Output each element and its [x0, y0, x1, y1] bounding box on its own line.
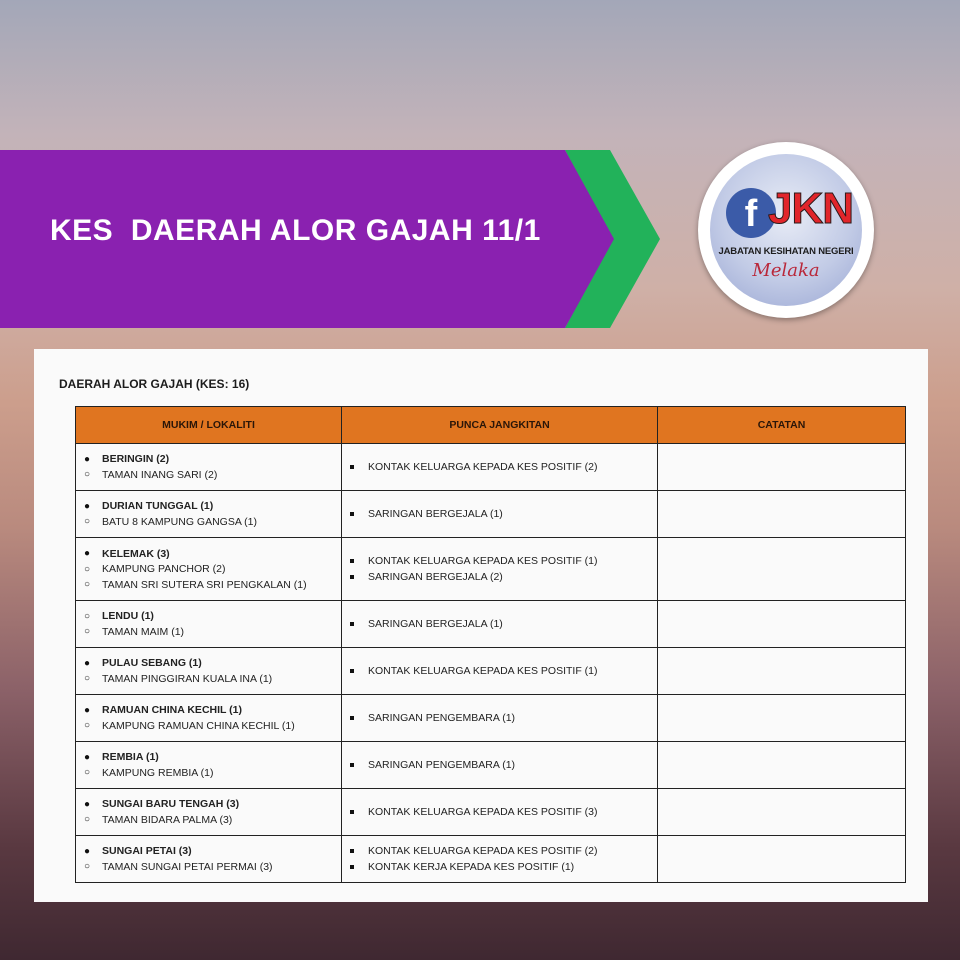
table-header-row: [76, 407, 906, 444]
source-text: KONTAK KELUARGA KEPADA KES POSITIF (1): [368, 555, 598, 568]
notes-cell: [658, 601, 906, 648]
table-row: [76, 648, 906, 695]
bullet-icon: ●: [84, 751, 91, 763]
locality-cell: [76, 491, 342, 538]
table-row: [76, 444, 906, 491]
mukim-name: SUNGAI BARU TENGAH (3): [102, 798, 240, 811]
case-table: [75, 406, 906, 883]
notes-cell: [658, 742, 906, 789]
circle-bullet-icon: ○: [84, 767, 91, 779]
square-bullet-icon: [350, 716, 368, 720]
source-text: KONTAK KELUARGA KEPADA KES POSITIF (1): [368, 665, 598, 677]
notes-cell: [658, 836, 906, 883]
source-cell: [342, 538, 658, 601]
table-row: [76, 538, 906, 601]
bullet-icon: ●: [84, 548, 91, 559]
locality-name: TAMAN SUNGAI PETAI PERMAI (3): [102, 860, 273, 873]
source-cell: [342, 695, 658, 742]
source-cell: [342, 742, 658, 789]
circle-bullet-icon: ○: [84, 469, 91, 481]
mukim-name: LENDU (1): [102, 610, 154, 623]
bullet-icon: ●: [84, 845, 91, 857]
locality-cell: [76, 789, 342, 836]
logo-org-name: JABATAN KESIHATAN NEGERI: [718, 246, 854, 257]
facebook-icon: f: [726, 188, 776, 238]
case-document: [34, 349, 928, 902]
notes-cell: [658, 444, 906, 491]
source-cell: [342, 601, 658, 648]
square-bullet-icon: [350, 849, 368, 853]
source-cell: [342, 836, 658, 883]
source-text: KONTAK KELUARGA KEPADA KES POSITIF (3): [368, 806, 598, 818]
locality-cell: [76, 695, 342, 742]
mukim-name: DURIAN TUNGGAL (1): [102, 500, 214, 513]
source-text: SARINGAN BERGEJALA (2): [368, 570, 503, 583]
locality-name: KAMPUNG PANCHOR (2): [102, 563, 226, 575]
locality-name: KAMPUNG REMBIA (1): [102, 766, 214, 779]
banner-title: KES DAERAH ALOR GAJAH 11/1: [50, 214, 541, 247]
circle-bullet-icon: ○: [84, 814, 91, 826]
locality-name: TAMAN BIDARA PALMA (3): [102, 813, 233, 826]
locality-name: TAMAN SRI SUTERA SRI PENGKALAN (1): [102, 578, 307, 591]
square-bullet-icon: [350, 763, 368, 767]
table-row: [76, 491, 906, 538]
locality-name: KAMPUNG RAMUAN CHINA KECHIL (1): [102, 719, 295, 732]
locality-cell: [76, 538, 342, 601]
source-text: KONTAK KELUARGA KEPADA KES POSITIF (2): [368, 845, 598, 858]
source-cell: [342, 789, 658, 836]
mukim-name: RAMUAN CHINA KECHIL (1): [102, 704, 242, 717]
square-bullet-icon: [350, 575, 368, 579]
source-text: SARINGAN PENGEMBARA (1): [368, 759, 516, 771]
locality-cell: [76, 444, 342, 491]
locality-name: TAMAN MAIM (1): [102, 625, 185, 638]
source-text: SARINGAN BERGEJALA (1): [368, 508, 503, 520]
notes-cell: [658, 789, 906, 836]
circle-bullet-icon: ○: [84, 626, 91, 638]
bullet-icon: ●: [84, 704, 91, 716]
source-text: SARINGAN PENGEMBARA (1): [368, 712, 516, 724]
logo-mark: JKN: [768, 184, 854, 233]
bullet-icon: ●: [84, 453, 91, 465]
mukim-name: REMBIA (1): [102, 751, 159, 764]
column-header-source: PUNCA JANGKITAN: [342, 407, 658, 444]
locality-cell: [76, 648, 342, 695]
title-banner: [0, 150, 660, 328]
document-heading: DAERAH ALOR GAJAH (KES: 16): [59, 377, 250, 391]
jkn-logo: [698, 142, 874, 318]
mukim-name: SUNGAI PETAI (3): [102, 845, 192, 858]
circle-bullet-icon: ○: [84, 673, 91, 685]
circle-bullet-icon: ○: [84, 563, 91, 575]
square-bullet-icon: [350, 559, 368, 563]
locality-name: TAMAN INANG SARI (2): [102, 468, 218, 481]
square-bullet-icon: [350, 865, 368, 869]
circle-bullet-icon: ○: [84, 516, 91, 528]
table-row: [76, 836, 906, 883]
source-text: SARINGAN BERGEJALA (1): [368, 618, 503, 630]
bullet-icon: ●: [84, 657, 91, 669]
square-bullet-icon: [350, 810, 368, 814]
source-text: KONTAK KERJA KEPADA KES POSITIF (1): [368, 860, 575, 873]
column-header-locality: MUKIM / LOKALITI: [76, 407, 342, 444]
square-bullet-icon: [350, 669, 368, 673]
locality-cell: [76, 742, 342, 789]
table-row: [76, 789, 906, 836]
table-row: [76, 601, 906, 648]
notes-cell: [658, 491, 906, 538]
column-header-notes: CATATAN: [658, 407, 906, 444]
mukim-name: BERINGIN (2): [102, 453, 170, 466]
notes-cell: [658, 695, 906, 742]
locality-cell: [76, 601, 342, 648]
notes-cell: [658, 538, 906, 601]
locality-name: TAMAN PINGGIRAN KUALA INA (1): [102, 672, 273, 685]
logo-state-name: Melaka: [752, 260, 820, 281]
mukim-name: PULAU SEBANG (1): [102, 657, 202, 670]
table-row: [76, 742, 906, 789]
source-text: KONTAK KELUARGA KEPADA KES POSITIF (2): [368, 461, 598, 473]
mukim-name: KELEMAK (3): [102, 547, 170, 560]
circle-bullet-icon: ○: [84, 861, 91, 873]
locality-name: BATU 8 KAMPUNG GANGSA (1): [102, 515, 258, 528]
table-body: [76, 444, 906, 883]
circle-bullet-icon: ○: [84, 720, 91, 732]
table-row: [76, 695, 906, 742]
source-cell: [342, 648, 658, 695]
bullet-icon: ●: [84, 798, 91, 810]
square-bullet-icon: [350, 465, 368, 469]
source-cell: [342, 444, 658, 491]
square-bullet-icon: [350, 622, 368, 626]
bullet-icon: ●: [84, 500, 91, 512]
circle-bullet-icon: ○: [84, 579, 91, 590]
source-cell: [342, 491, 658, 538]
square-bullet-icon: [350, 512, 368, 516]
logo-badge: [710, 154, 862, 306]
notes-cell: [658, 648, 906, 695]
bullet-icon: ○: [84, 610, 91, 622]
locality-cell: [76, 836, 342, 883]
